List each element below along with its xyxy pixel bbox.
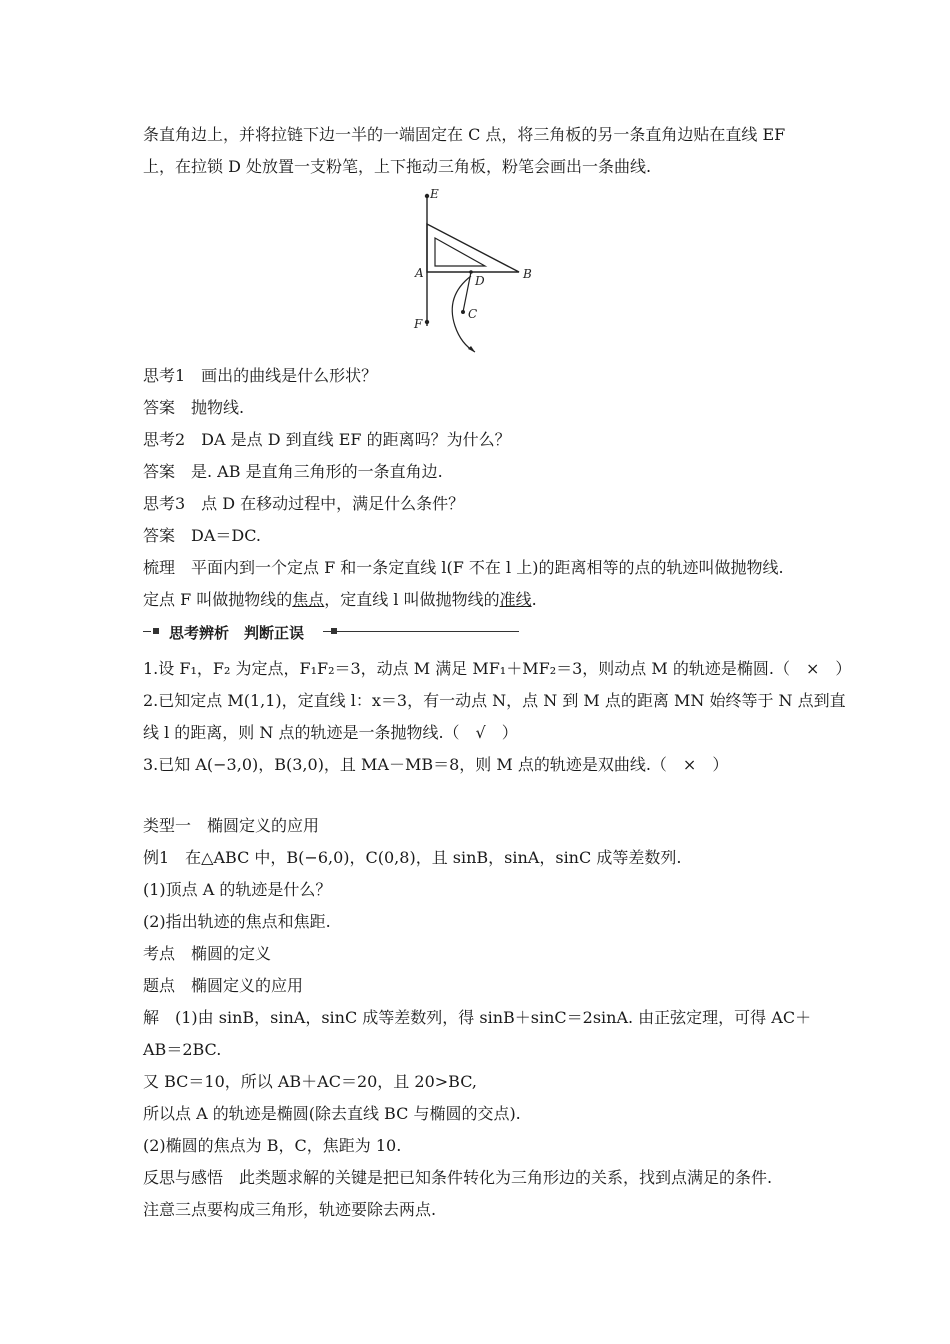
- example-line-12: 反思与感悟 此类题求解的关键是把已知条件转化为三角形边的关系，找到点满足的条件.: [143, 1168, 773, 1187]
- qa-line-1: 思考1 画出的曲线是什么形状？: [143, 366, 378, 385]
- qa-line-5: 思考3 点 D 在移动过程中，满足什么条件？: [143, 494, 465, 513]
- summary-text-c: .: [531, 590, 537, 609]
- summary-text-b: ，定直线 l 叫做抛物线的: [324, 590, 500, 609]
- summary-text-a: 定点 F 叫做抛物线的: [143, 590, 293, 609]
- section-box-title: [143, 622, 519, 644]
- label-c: C: [468, 307, 478, 321]
- example-line-9: 又 BC＝10，所以 AB＋AC＝20，且 20>BC,: [143, 1072, 477, 1091]
- label-e: E: [430, 187, 439, 201]
- judgment-1: 1.设 F₁，F₂ 为定点，F₁F₂＝3，动点 M 满足 MF₁＋MF₂＝3，则动点 M 的轨迹是椭圆.（ × ）: [143, 659, 852, 678]
- qa-line-6: 答案 DA＝DC.: [143, 526, 261, 545]
- point-e: [425, 194, 429, 198]
- example-line-10: 所以点 A 的轨迹是椭圆(除去直线 BC 与椭圆的交点).: [143, 1104, 521, 1123]
- judgment-2-cont: 线 l 的距离，则 N 点的轨迹是一条抛物线.（ √ ）: [143, 723, 518, 742]
- example-line-5: 考点 椭圆的定义: [143, 944, 272, 963]
- label-d: D: [475, 274, 485, 288]
- triangle-outer: [427, 224, 519, 272]
- focus-term: 焦点: [292, 590, 325, 609]
- curve-arrow-icon: [468, 346, 475, 352]
- directrix-term: 准线: [499, 590, 532, 609]
- example-line-8: AB＝2BC.: [143, 1040, 222, 1059]
- point-f: [425, 320, 429, 324]
- qa-line-4: 答案 是. AB 是直角三角形的一条直角边.: [143, 462, 443, 481]
- summary-line-2: [143, 589, 537, 611]
- example-line-1: 类型一 椭圆定义的应用: [143, 816, 320, 835]
- judgment-3: 3.已知 A(−3,0)，B(3,0)，且 MA－MB＝8，则 M 点的轨迹是双曲线.（ × ）: [143, 755, 729, 774]
- label-a: A: [415, 266, 424, 280]
- qa-line-3: 思考2 DA 是点 D 到直线 EF 的距离吗？为什么？: [143, 430, 511, 449]
- qa-line-2: 答案 抛物线.: [143, 398, 245, 417]
- triangle-ruler-figure: [405, 186, 545, 356]
- section-marker-icon: [153, 628, 159, 634]
- example-line-7: 解 (1)由 sinB，sinA，sinC 成等差数列，得 sinB＋sinC＝2sinA. 由正弦定理，可得 AC＋: [143, 1008, 812, 1027]
- example-line-4: (2)指出轨迹的焦点和焦距.: [143, 912, 331, 931]
- triangle-inner: [435, 238, 485, 266]
- point-c: [461, 310, 465, 314]
- example-line-13: 注意三点要构成三角形，轨迹要除去两点.: [143, 1200, 437, 1219]
- example-line-11: (2)椭圆的焦点为 B，C，焦距为 10.: [143, 1136, 402, 1155]
- judgment-2: 2.已知定点 M(1,1)，定直线 l：x＝3，有一动点 N，点 N 到 M 点的距离 MN 始终等于 N 点到直: [143, 691, 846, 710]
- section-title: 思考辨析 判断正误: [161, 622, 312, 644]
- intro-line-2: 上，在拉锁 D 处放置一支粉笔，上下拖动三角板，粉笔会画出一条曲线.: [143, 157, 652, 176]
- example-line-6: 题点 椭圆定义的应用: [143, 976, 304, 995]
- label-f: F: [414, 317, 423, 331]
- intro-line-1: 条直角边上，并将拉链下边一半的一端固定在 C 点，将三角板的另一条直角边贴在直线 EF: [143, 125, 786, 144]
- example-line-3: (1)顶点 A 的轨迹是什么？: [143, 880, 332, 899]
- string-dc: [463, 272, 471, 312]
- example-line-2: 例1 在△ABC 中，B(−6,0)，C(0,8)，且 sinB，sinA，sinC 成等差数列.: [143, 848, 682, 867]
- section-marker-end-icon: [331, 628, 337, 634]
- label-b: B: [523, 267, 532, 281]
- summary-line-1: 梳理 平面内到一个定点 F 和一条定直线 l(F 不在 l 上)的距离相等的点的轨迹叫做抛物线.: [143, 558, 784, 577]
